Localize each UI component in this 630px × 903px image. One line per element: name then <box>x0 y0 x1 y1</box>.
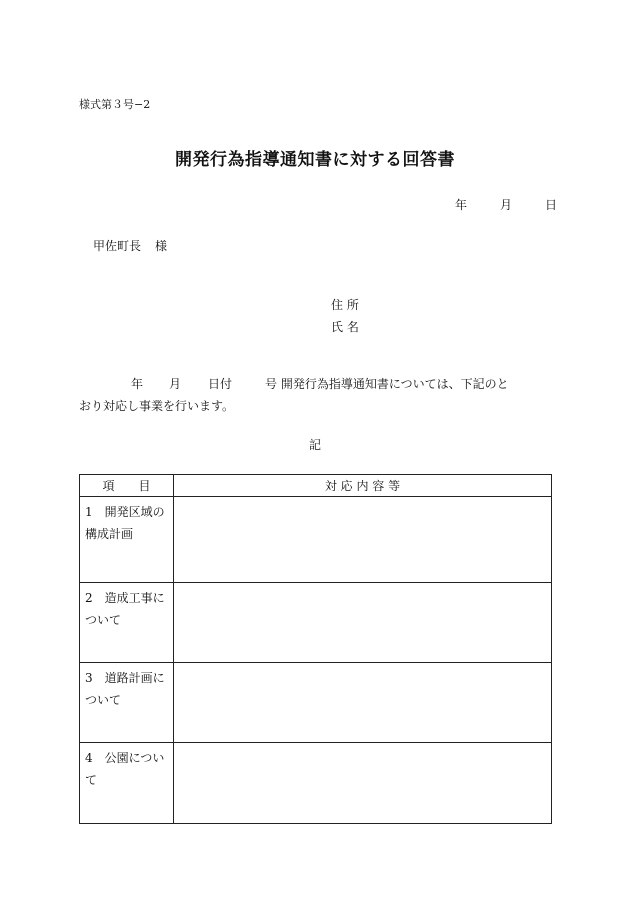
table-header-row <box>80 475 552 497</box>
table-row <box>80 743 552 824</box>
date-line <box>455 196 557 213</box>
date-month: 月 <box>500 198 513 212</box>
body-paragraph <box>79 373 553 417</box>
response-cell[interactable] <box>174 743 552 824</box>
item-cell: 3 道路計画について <box>80 663 174 743</box>
date-day: 日 <box>545 198 558 212</box>
body-year: 年 <box>131 377 144 391</box>
body-line-1 <box>79 373 553 395</box>
response-table <box>79 474 552 824</box>
body-day-ref: 日付 <box>208 377 233 391</box>
table-row <box>80 663 552 743</box>
body-text-2: おり対応し事業を行います。 <box>79 399 235 413</box>
body-number-ref: 号 <box>265 377 278 391</box>
response-cell[interactable] <box>174 583 552 663</box>
response-cell[interactable] <box>174 497 552 583</box>
table-row <box>80 583 552 663</box>
item-cell: 4 公園について <box>80 743 174 824</box>
name-label: 氏 名 <box>331 320 359 334</box>
item-cell: 2 造成工事について <box>80 583 174 663</box>
table-row <box>80 497 552 583</box>
ki-heading: 記 <box>308 438 321 452</box>
body-text-1: 開発行為指導通知書については、下記のと <box>280 377 509 391</box>
form-number: 様式第３号−2 <box>79 98 151 111</box>
address-label: 住 所 <box>331 298 359 312</box>
date-year: 年 <box>455 198 468 212</box>
addressee-name: 甲佐町長 <box>93 239 142 253</box>
response-cell[interactable] <box>174 663 552 743</box>
body-month: 月 <box>169 377 182 391</box>
addressee <box>93 237 167 254</box>
header-response: 対 応 内 容 等 <box>174 475 552 497</box>
header-item: 項 目 <box>80 475 174 497</box>
item-cell: 1 開発区域の構成計画 <box>80 497 174 583</box>
document-title: 開発行為指導通知書に対する回答書 <box>175 150 455 170</box>
addressee-honorific: 様 <box>155 239 168 253</box>
